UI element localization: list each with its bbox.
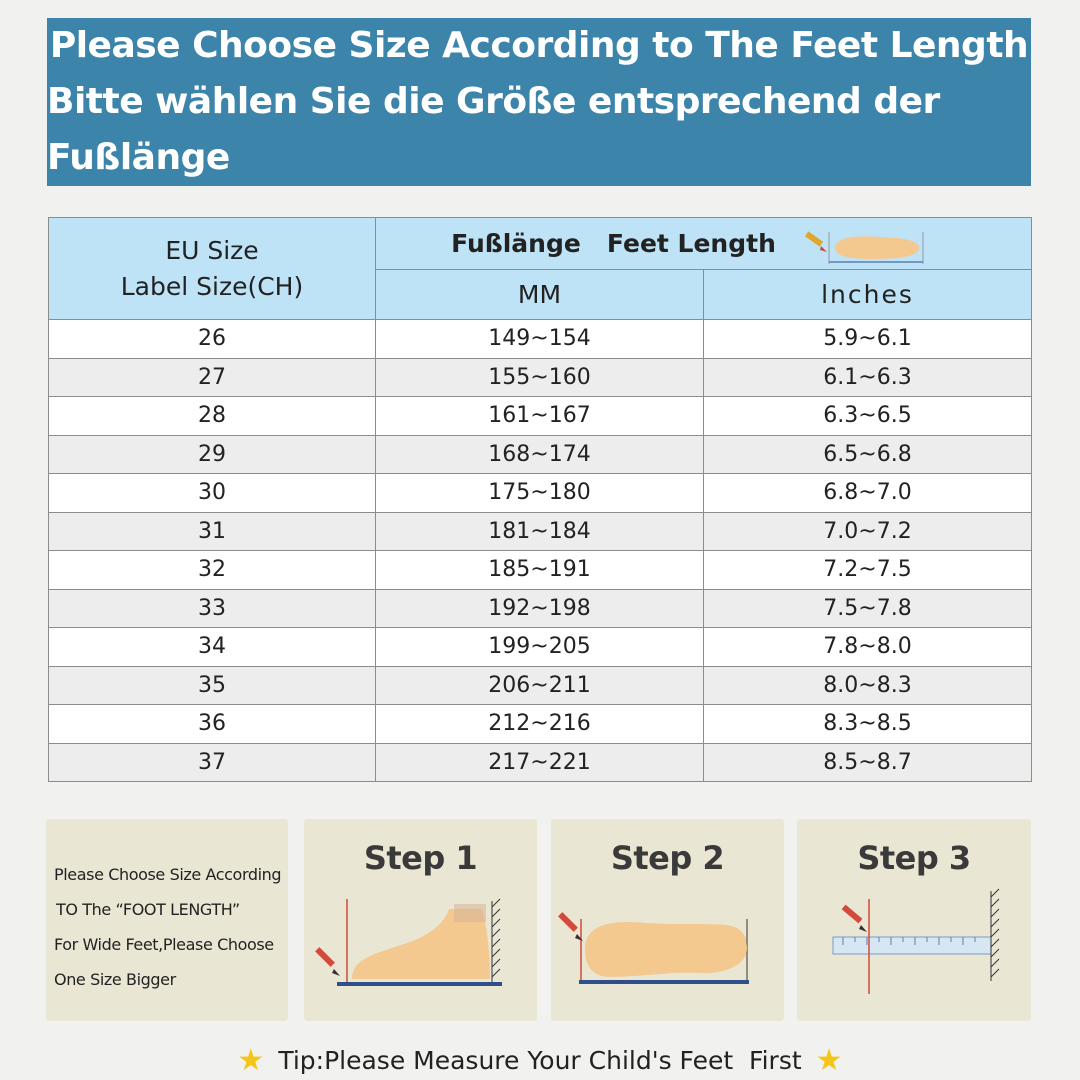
feet-length-header xyxy=(376,218,1032,270)
cell-mm: 168~174 xyxy=(376,435,704,474)
table-row xyxy=(49,589,1032,628)
table-row xyxy=(49,512,1032,551)
table-row xyxy=(49,474,1032,513)
note-line-3: For Wide Feet,Please Choose xyxy=(54,935,274,954)
cell-size: 33 xyxy=(49,589,376,628)
table-row xyxy=(49,666,1032,705)
table-row xyxy=(49,397,1032,436)
foot-top-view-icon xyxy=(551,819,784,1021)
cell-size: 31 xyxy=(49,512,376,551)
cell-size: 37 xyxy=(49,743,376,782)
inches-column-header: lnches xyxy=(704,270,1032,320)
ruler-icon xyxy=(797,819,1031,1021)
size-table xyxy=(48,217,1032,782)
cell-mm: 199~205 xyxy=(376,628,704,667)
step-1-panel xyxy=(304,819,537,1021)
foot-side-view-icon xyxy=(304,819,537,1021)
cell-size: 35 xyxy=(49,666,376,705)
cell-inches: 5.9~6.1 xyxy=(704,320,1032,359)
step-1-title: Step 1 xyxy=(363,839,478,877)
tip-text: Tip:Please Measure Your Child's Feet First xyxy=(278,1045,802,1075)
instruction-note-panel xyxy=(46,819,288,1021)
size-column-header xyxy=(49,218,376,320)
cell-size: 36 xyxy=(49,705,376,744)
pencil-icon xyxy=(805,231,827,252)
cell-inches: 8.3~8.5 xyxy=(704,705,1032,744)
cell-inches: 6.1~6.3 xyxy=(704,358,1032,397)
title-german: Bitte wählen Sie die Größe entsprechend der Fußlänge xyxy=(47,81,940,178)
note-line-4: One Size Bigger xyxy=(54,970,176,989)
foot-icon xyxy=(801,226,931,266)
star-icon: ★ xyxy=(815,1042,843,1078)
cell-mm: 217~221 xyxy=(376,743,704,782)
step-2-panel xyxy=(551,819,784,1021)
table-row xyxy=(49,320,1032,359)
eu-size-label: EU Size xyxy=(165,235,259,265)
cell-mm: 161~167 xyxy=(376,397,704,436)
table-row xyxy=(49,358,1032,397)
note-line-2: TO The “FOOT LENGTH” xyxy=(56,900,240,919)
cell-size: 29 xyxy=(49,435,376,474)
cell-size: 34 xyxy=(49,628,376,667)
step-3-title: Step 3 xyxy=(857,839,971,877)
cell-mm: 175~180 xyxy=(376,474,704,513)
cell-size: 30 xyxy=(49,474,376,513)
cell-size: 27 xyxy=(49,358,376,397)
cell-inches: 8.5~8.7 xyxy=(704,743,1032,782)
cell-size: 26 xyxy=(49,320,376,359)
title-english: Please Choose Size According to The Feet Length xyxy=(49,25,1029,66)
cell-size: 32 xyxy=(49,551,376,590)
table-row xyxy=(49,705,1032,744)
cell-inches: 8.0~8.3 xyxy=(704,666,1032,705)
cell-size: 28 xyxy=(49,397,376,436)
cell-inches: 6.5~6.8 xyxy=(704,435,1032,474)
cell-inches: 6.3~6.5 xyxy=(704,397,1032,436)
table-row xyxy=(49,551,1032,590)
cell-inches: 6.8~7.0 xyxy=(704,474,1032,513)
label-size-ch-label: Label Size(CH) xyxy=(120,271,304,301)
pencil-icon xyxy=(558,912,583,941)
feet-length-label: Fußlänge Feet Length xyxy=(451,229,776,258)
cell-mm: 181~184 xyxy=(376,512,704,551)
title-banner xyxy=(47,18,1031,186)
pencil-icon xyxy=(315,947,340,976)
tip-footer xyxy=(0,1040,1080,1080)
table-row xyxy=(49,628,1032,667)
cell-mm: 149~154 xyxy=(376,320,704,359)
cell-mm: 192~198 xyxy=(376,589,704,628)
cell-inches: 7.8~8.0 xyxy=(704,628,1032,667)
pencil-icon xyxy=(842,905,867,932)
star-icon: ★ xyxy=(237,1042,265,1078)
mm-column-header: MM xyxy=(376,270,704,320)
cell-inches: 7.5~7.8 xyxy=(704,589,1032,628)
table-row xyxy=(49,743,1032,782)
cell-inches: 7.0~7.2 xyxy=(704,512,1032,551)
step-3-panel xyxy=(797,819,1031,1021)
cell-mm: 206~211 xyxy=(376,666,704,705)
cell-mm: 212~216 xyxy=(376,705,704,744)
table-row xyxy=(49,435,1032,474)
cell-mm: 155~160 xyxy=(376,358,704,397)
step-2-title: Step 2 xyxy=(610,839,725,877)
note-line-1: Please Choose Size According xyxy=(54,865,282,884)
cell-inches: 7.2~7.5 xyxy=(704,551,1032,590)
cell-mm: 185~191 xyxy=(376,551,704,590)
